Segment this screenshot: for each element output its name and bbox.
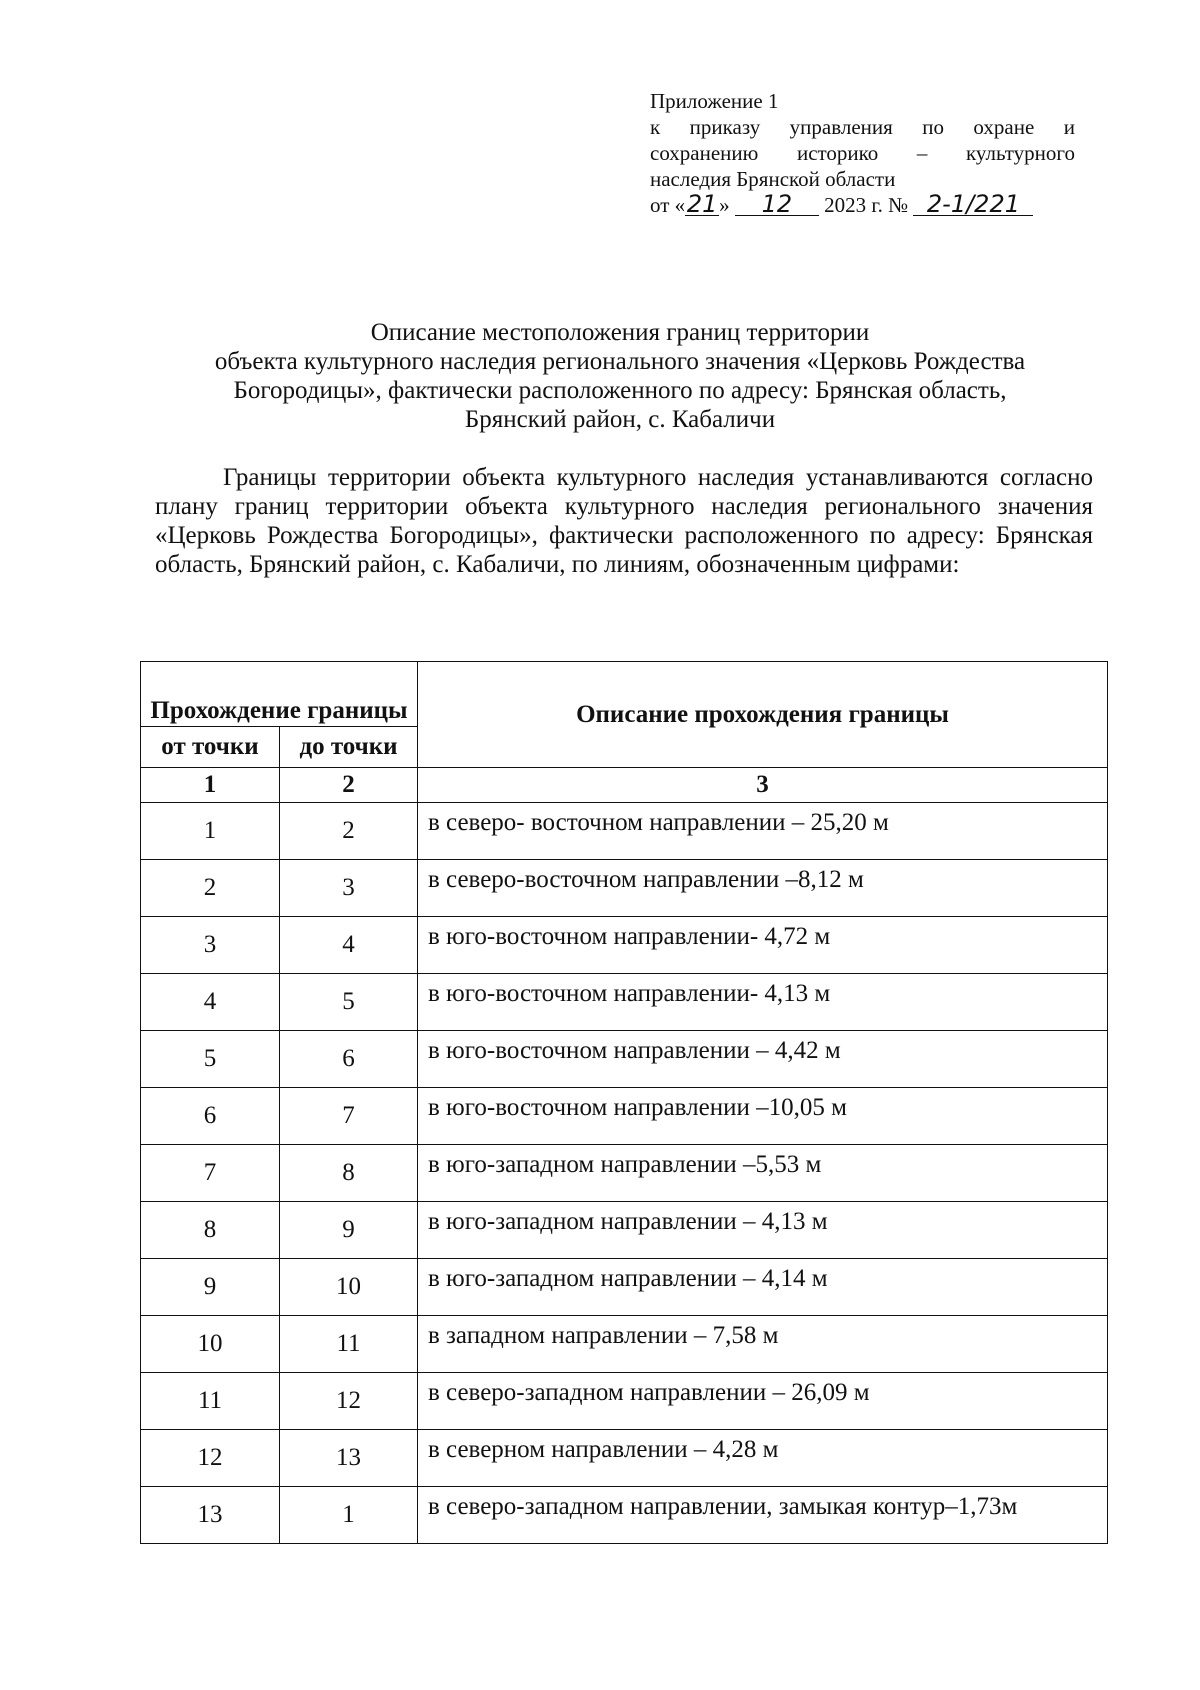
table-row	[141, 1088, 1108, 1145]
cell-description: в юго-восточном направлении- 4,72 м	[418, 917, 1108, 974]
cell-to-point: 13	[280, 1430, 418, 1487]
date-mid: »	[719, 193, 730, 217]
table-row	[141, 860, 1108, 917]
document-title	[130, 318, 1110, 434]
title-line: Брянский район, с. Кабаличи	[464, 406, 776, 433]
appendix-order-line: к приказу управления по охране и	[650, 115, 1075, 139]
table-row	[141, 1373, 1108, 1430]
boundary-table	[140, 661, 1108, 1544]
column-number: 1	[141, 768, 280, 803]
date-prefix: от «	[650, 193, 686, 217]
table-header-row	[141, 662, 1108, 727]
cell-from-point: 12	[141, 1430, 280, 1487]
handwritten-order-number: 2-1/221	[913, 193, 1033, 216]
table-row	[141, 1430, 1108, 1487]
cell-from-point: 4	[141, 974, 280, 1031]
handwritten-month: 12	[735, 193, 819, 216]
title-line: объекта культурного наследия регионального значения «Церковь Рождества	[214, 348, 1026, 375]
cell-from-point: 11	[141, 1373, 280, 1430]
title-line: Богородицы», фактически расположенного по адресу: Брянская область,	[233, 377, 1007, 404]
cell-from-point: 9	[141, 1259, 280, 1316]
table-row	[141, 1316, 1108, 1373]
date-year: 2023 г. №	[824, 193, 909, 217]
intro-paragraph: Границы территории объекта культурного наследия устанавливаются согласно плану границ территории объекта культурного наследия регионального значения «Церковь Рождества Богородицы», фактически расположенного по адресу: Брянская область, Брянский район, с. Кабаличи, по линиям, обозначенным цифрами:	[155, 464, 1093, 578]
cell-from-point: 5	[141, 1031, 280, 1088]
table-row	[141, 1487, 1108, 1544]
table-row	[141, 974, 1108, 1031]
cell-description: в юго-восточном направлении – 4,42 м	[418, 1031, 1108, 1088]
table-row	[141, 1145, 1108, 1202]
cell-description: в юго-восточном направлении –10,05 м	[418, 1088, 1108, 1145]
cell-description: в юго-западном направлении –5,53 м	[418, 1145, 1108, 1202]
cell-description: в юго-западном направлении – 4,14 м	[418, 1259, 1108, 1316]
table-row	[141, 1259, 1108, 1316]
header-boundary-passage: Прохождение границы	[141, 662, 418, 727]
table-column-numbers-row	[141, 768, 1108, 803]
appendix-order-line: наследия Брянской области	[650, 167, 896, 191]
header-from-point: от точки	[141, 727, 280, 768]
header-to-point: до точки	[280, 727, 418, 768]
appendix-order-line: сохранению историко – культурного	[650, 141, 1075, 165]
cell-from-point: 10	[141, 1316, 280, 1373]
title-line: Описание местоположения границ территории	[370, 319, 870, 346]
appendix-title: Приложение 1	[650, 89, 779, 113]
column-number: 2	[280, 768, 418, 803]
header-description: Описание прохождения границы	[418, 662, 1108, 768]
cell-description: в юго-западном направлении – 4,13 м	[418, 1202, 1108, 1259]
table-row	[141, 1031, 1108, 1088]
cell-description: в северо-западном направлении, замыкая контур–1,73м	[418, 1487, 1108, 1544]
appendix-date-line	[650, 192, 1075, 218]
cell-description: в северо-западном направлении – 26,09 м	[418, 1373, 1108, 1430]
cell-to-point: 3	[280, 860, 418, 917]
cell-to-point: 8	[280, 1145, 418, 1202]
cell-description: в северо-восточном направлении –8,12 м	[418, 860, 1108, 917]
table-row	[141, 917, 1108, 974]
cell-from-point: 2	[141, 860, 280, 917]
cell-from-point: 3	[141, 917, 280, 974]
cell-to-point: 11	[280, 1316, 418, 1373]
cell-from-point: 13	[141, 1487, 280, 1544]
cell-to-point: 5	[280, 974, 418, 1031]
cell-to-point: 6	[280, 1031, 418, 1088]
cell-to-point: 4	[280, 917, 418, 974]
cell-from-point: 7	[141, 1145, 280, 1202]
table-row	[141, 803, 1108, 860]
cell-description: в западном направлении – 7,58 м	[418, 1316, 1108, 1373]
table-row	[141, 1202, 1108, 1259]
cell-to-point: 7	[280, 1088, 418, 1145]
cell-to-point: 9	[280, 1202, 418, 1259]
cell-from-point: 8	[141, 1202, 280, 1259]
cell-from-point: 6	[141, 1088, 280, 1145]
cell-description: в северном направлении – 4,28 м	[418, 1430, 1108, 1487]
cell-to-point: 1	[280, 1487, 418, 1544]
column-number: 3	[418, 768, 1108, 803]
cell-from-point: 1	[141, 803, 280, 860]
handwritten-day: 21	[686, 190, 718, 218]
cell-to-point: 12	[280, 1373, 418, 1430]
cell-to-point: 10	[280, 1259, 418, 1316]
cell-description: в юго-восточном направлении- 4,13 м	[418, 974, 1108, 1031]
cell-description: в северо- восточном направлении – 25,20 м	[418, 803, 1108, 860]
appendix-header	[650, 88, 1075, 218]
cell-to-point: 2	[280, 803, 418, 860]
